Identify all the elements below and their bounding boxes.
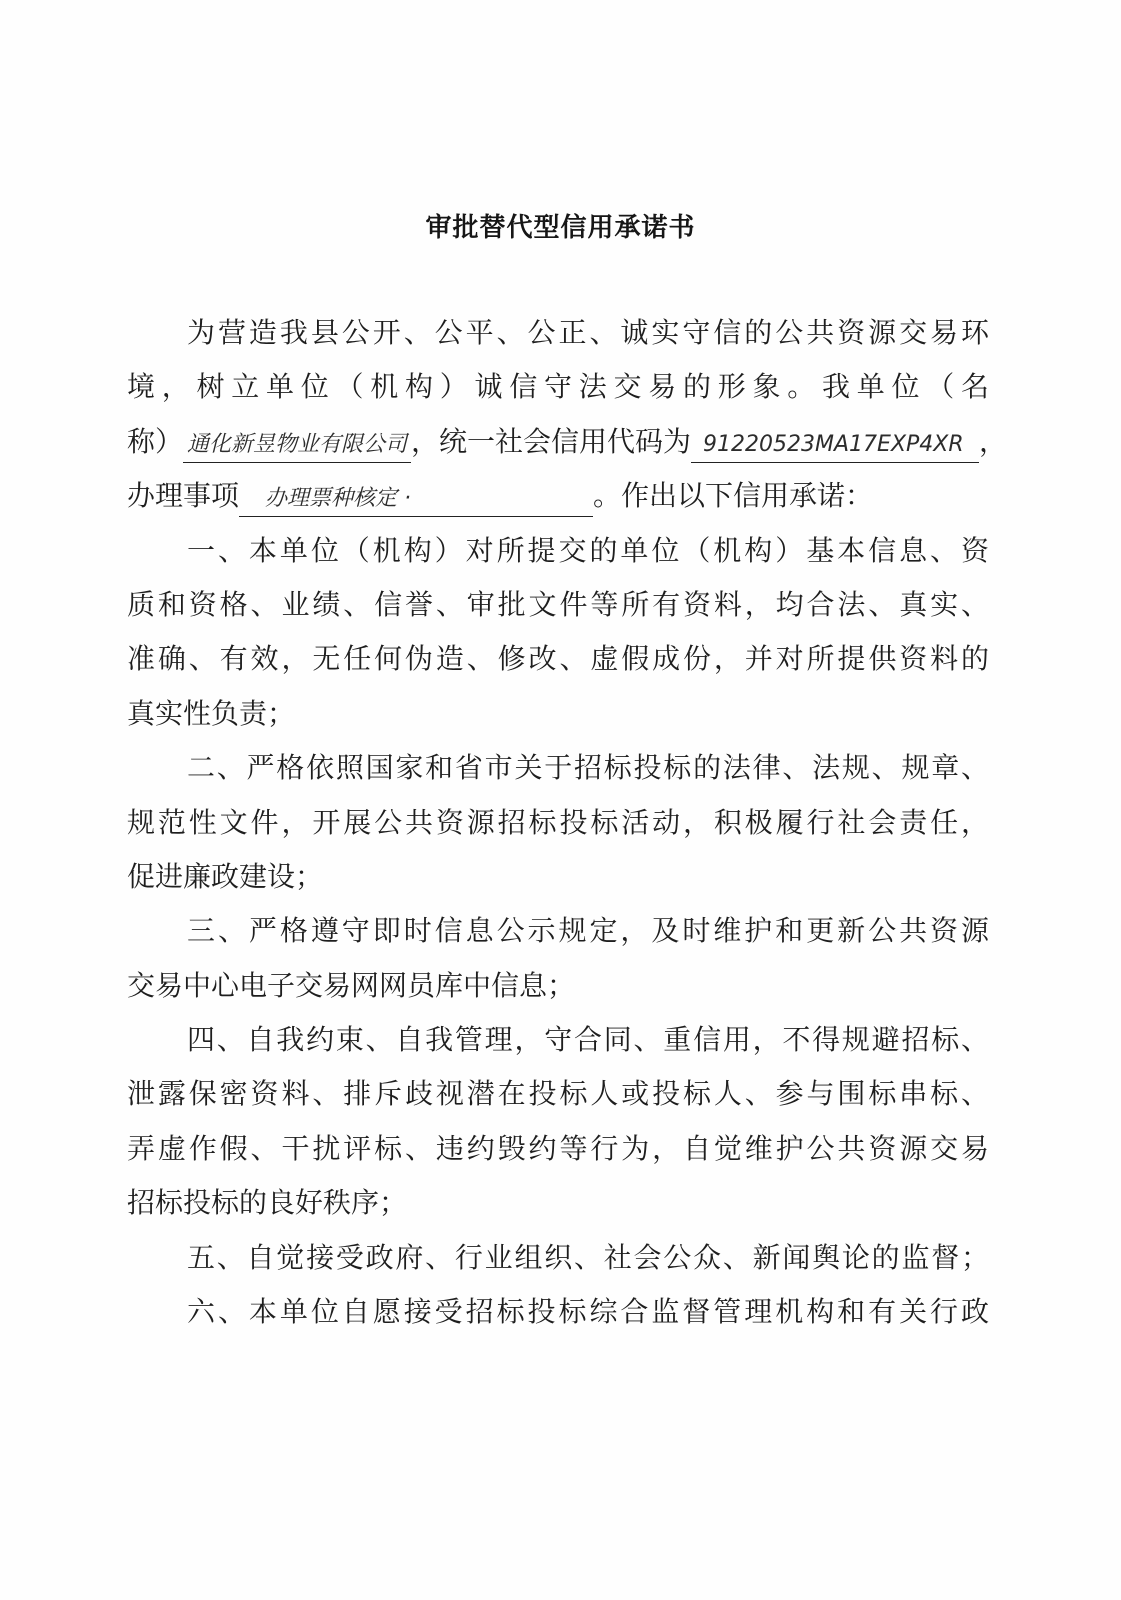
item-1-line-4: 真实性负责；: [127, 696, 296, 730]
item-1-line-3: 准确、有效，无任何伪造、修改、虚假成份，并对所提供资料的: [127, 642, 989, 676]
matter-handwritten: 办理票种核定 ·: [239, 482, 593, 517]
intro-code-suffix: ，: [979, 424, 1008, 458]
item-4-line-2: 泄露保密资料、排斥歧视潜在投标人或投标人、参与围标串标、: [127, 1077, 989, 1111]
intro-line-3: [127, 415, 1008, 469]
item-6-line-1: 六、本单位自愿接受招标投标综合监督管理机构和有关行政: [187, 1295, 989, 1329]
credit-code-handwritten: 91220523MA17EXP4XR: [691, 428, 979, 463]
item-2-line-3: 促进廉政建设；: [127, 859, 324, 893]
item-4-line-1: 四、自我约束、自我管理，守合同、重信用，不得规避招标、: [187, 1023, 989, 1057]
item-2-line-1: 二、严格依照国家和省市关于招标投标的法律、法规、规章、: [187, 751, 989, 785]
item-3-line-1: 三、严格遵守即时信息公示规定，及时维护和更新公共资源: [187, 914, 989, 948]
company-name-handwritten: 通化新昱物业有限公司: [183, 428, 411, 463]
item-1-line-1: 一、本单位（机构）对所提交的单位（机构）基本信息、资: [187, 533, 989, 567]
item-4-line-4: 招标投标的良好秩序；: [127, 1186, 408, 1220]
intro-matter-suffix: 。作出以下信用承诺：: [593, 479, 874, 513]
document-title: 审批替代型信用承诺书: [425, 213, 696, 243]
item-5-line-1: 五、自觉接受政府、行业组织、社会公众、新闻舆论的监督；: [187, 1240, 989, 1274]
intro-matter-label: 办理事项: [127, 479, 240, 513]
intro-name-prefix: 称）: [127, 424, 184, 458]
intro-line-2: 境，树立单位（机构）诚信守法交易的形象。我单位（名: [127, 370, 989, 404]
item-2-line-2: 规范性文件，开展公共资源招标投标活动，积极履行社会责任，: [127, 805, 989, 839]
item-1-line-2: 质和资格、业绩、信誉、审批文件等所有资料，均合法、真实、: [127, 587, 989, 621]
intro-line-4: [127, 469, 989, 523]
intro-code-label: ，统一社会信用代码为: [411, 424, 692, 458]
intro-line-1: 为营造我县公开、公平、公正、诚实守信的公共资源交易环: [187, 316, 989, 349]
item-3-line-2: 交易中心电子交易网网员库中信息；: [127, 968, 576, 1002]
item-4-line-3: 弄虚作假、干扰评标、违约毁约等行为，自觉维护公共资源交易: [127, 1131, 989, 1165]
document-body: [127, 306, 1008, 1339]
